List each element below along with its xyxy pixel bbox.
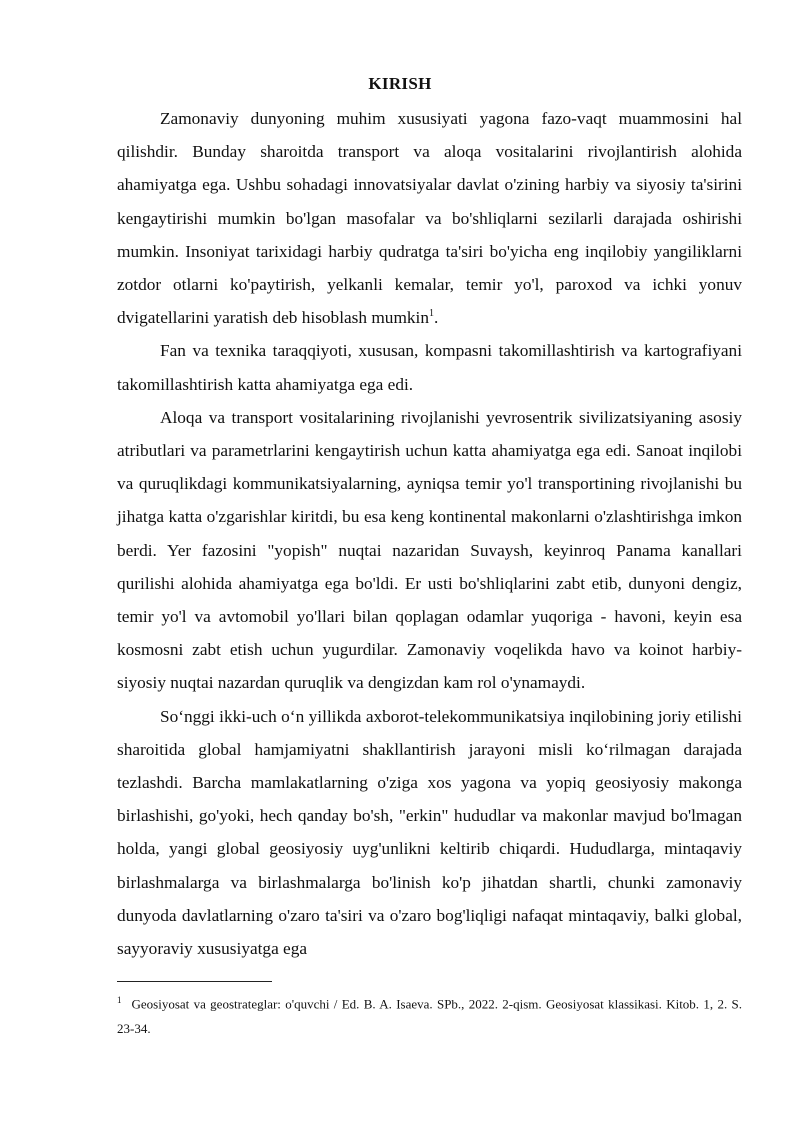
paragraph-3: Aloqa va transport vositalarining rivojlanishi yevrosentrik sivilizatsiyaning asosiy atributlari va parametrlarini kengaytirish uchun katta ahamiyatga ega edi. Sanoat inqilobi va quruqlikdagi kommunikatsiyalarning, ayniqsa temir yo'l transportining rivojlanishi bu jihatga katta o'zgarishlar kiritdi, bu esa keng kontinental makonlarni o'zlashtirishga imkon berdi. Yer fazosini "yopish" nuqtai nazaridan Suvaysh, keyinroq Panama kanallari qurilishi alohida ahamiyatga ega bo'ldi. Er usti bo'shliqlarini zabt etib, dunyoni dengiz, temir yo'l va avtomobil yo'llari bilan qoplagan odamlar yuqoriga - havoni, keyin esa kosmosni zabt etish uchun yugurdilar. Zamonaviy voqelikda havo va koinot harbiy-siyosiy nuqtai nazardan quruqlik va dengizdan kam rol o'ynamaydi. [117, 407, 742, 693]
paragraph-2: Fan va texnika taraqqiyoti, xususan, kompasni takomillashtirish va kartografiyani takomillashtirish katta ahamiyatga ega edi. [117, 341, 742, 394]
footnote-number: 1 [117, 995, 122, 1005]
paragraph-1 [117, 102, 742, 334]
paragraph-1-text: Zamonaviy dunyoning muhim xususiyati yagona fazo-vaqt muammosini hal qilishdir. Bunday sharoitda transport va aloqa vositalarini rivojlantirish alohida ahamiyatga ega. Ushbu sohadagi innovatsiyalar davlat o'zining harbiy va siyosiy ta'sirini kengaytirishi mumkin bo'lgan masofalar va bo'shliqlarni sezilarli darajada oshirishi mumkin. Insoniyat tarixidagi harbiy qudratga ta'siri bo'yicha eng inqilobiy yangiliklarni zotdor otlarni ko'paytirish, yelkanli kemalar, temir yo'l, paroxod va ichki yonuv dvigatellarini yaratish deb hisoblash mumkin [117, 109, 742, 328]
paragraph-4: So‘nggi ikki-uch o‘n yillikda axborot-telekommunikatsiya inqilobining joriy etilishi sharoitida global hamjamiyatni shakllantirish jarayoni misli ko‘rilmagan darajada tezlashdi. Barcha mamlakatlarning o'ziga xos yagona va yopiq geosiyosiy makonga birlashishi, go'yoki, hech qanday bo'sh, "erkin" hududlar va makonlar mavjud bo'lmagan holda, yangi global geosiyosiy uyg'unlikni keltirib chiqardi. Hududlarga, mintaqaviy birlashmalarga va birlashmalarga bo'linish ko'p jihatdan shartli, chunki zamonaviy dunyoda davlatlarning o'zaro ta'siri va o'zaro bog'liqligi nafaqat mintaqaviy, balki global, sayyoraviy xususiyatga ega [117, 706, 742, 959]
footnote-reference[interactable]: 1 [428, 308, 434, 320]
body-text [117, 102, 742, 965]
page-title: KIRISH [368, 74, 432, 93]
paragraph-1-suffix: . [433, 308, 439, 328]
footnote [117, 988, 742, 1041]
footnote-divider [117, 981, 272, 982]
footnote-text: Geosiyosat va geostrateglar: o'quvchi / Ed. B. A. Isaeva. SPb., 2022. 2-qism. Geosiyosat klassikasi. Kitob. 1, 2. S. 23-34. [117, 996, 742, 1037]
